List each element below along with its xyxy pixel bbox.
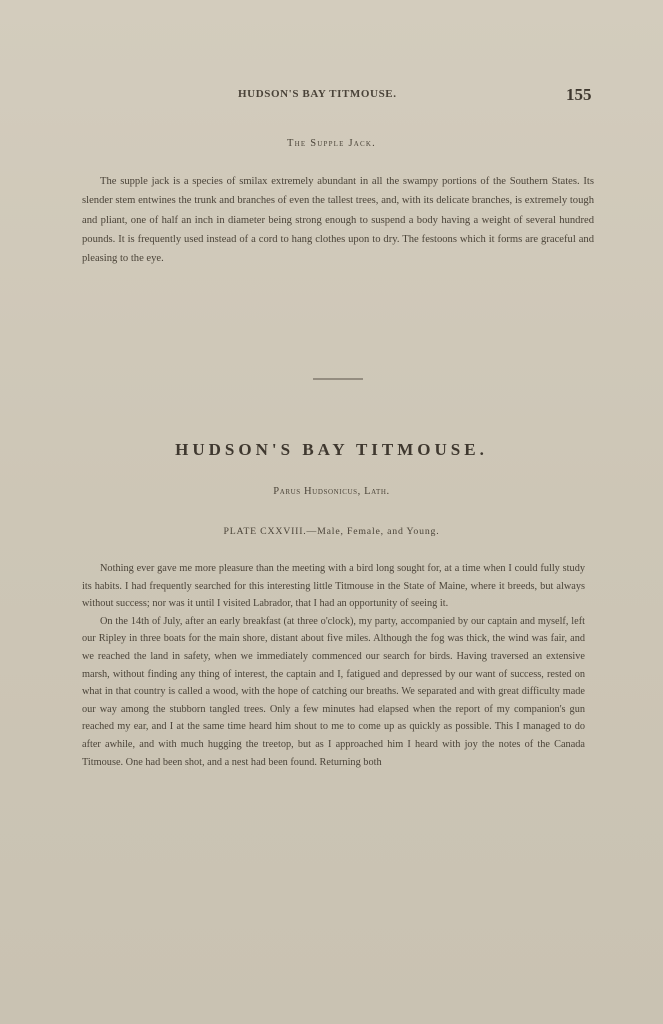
article-paragraph: On the 14th of July, after an early breakfast (at three o'clock), my party, accompanied by our captain and myself, left our Ripley in three boats for the main shore, distant about five miles. Although the fog was thick, the wind was fair, and we reached the land in safety, when we immediately commenced our search for birds. Having traversed an extensive marsh, without finding any thing of interest, the captain and I, fatigued and depressed by our want of success, rested on what in that country is called a wood, with the hope of catching our breaths. We separated and with great difficulty made our way among the stubborn tangled trees. Only a few minutes had elapsed when the report of my companion's gun reached my ear, and I at the same time heard him shout to me to come up as quickly as possible. This I managed to do after awhile, and with much hugging the treetop, but as I approached him I heard with joy the notes of the Canada Titmouse. One had been shot, and a nest had been found. Returning both (82, 615, 585, 768)
article-title: HUDSON'S BAY TITMOUSE. (175, 440, 488, 459)
note-heading: The Supple Jack. (287, 138, 376, 149)
plate-caption: PLATE CXXVIII.—Male, Female, and Young. (223, 526, 440, 537)
section-divider (313, 378, 363, 380)
running-title: HUDSON'S BAY TITMOUSE. (238, 88, 397, 100)
article-paragraph: Nothing ever gave me more pleasure than the meeting with a bird long sought for, at a time when I could fully study its habits. I had frequently searched for this interesting little Titmouse in the State of Maine, where it breeds, but always without success; nor was it until I visited Labrador, that I had an opportunity of seeing it. (82, 563, 585, 610)
note-body: The supple jack is a species of smilax extremely abundant in all the swampy portions of the Southern States. Its slender stem entwines the trunk and branches of even the tallest trees, and, with its delicate branches, is extremely tough and pliant, one of half an inch in diameter being strong enough to suspend a body having a weight of several hundred pounds. It is frequently used instead of a cord to hang clothes upon to dry. The festoons which it forms are graceful and pleasing to the eye. (82, 176, 594, 265)
article-body (82, 560, 585, 771)
page-number: 155 (566, 85, 592, 104)
latin-name: Parus Hudsonicus, Lath. (273, 486, 390, 497)
running-head (0, 85, 663, 108)
